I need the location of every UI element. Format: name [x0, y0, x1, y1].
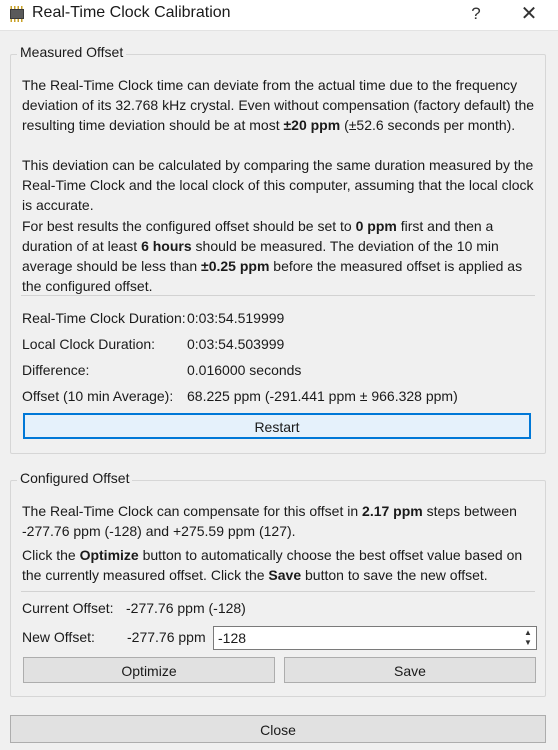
configured-paragraph-2: Click the Optimize button to automatically choose the best offset value based on the currently measured offset. Click the Save button to save the new offset.: [22, 547, 523, 583]
spin-down-icon[interactable]: ▼: [524, 638, 532, 647]
local-duration-value: 0:03:54.503999: [187, 336, 285, 352]
window-title: Real-Time Clock Calibration: [32, 4, 231, 21]
new-offset-value[interactable]: -128: [218, 630, 247, 646]
measured-separator: [21, 295, 535, 296]
save-button[interactable]: Save: [284, 657, 536, 683]
offset-average-value: 68.225 ppm (-291.441 ppm ± 966.328 ppm): [187, 388, 458, 404]
configured-offset-group: [10, 470, 546, 697]
measured-paragraph-2: This deviation can be calculated by comparing the same duration measured by the Real-Time Clock and the local clock of this computer, assuming that the local clock is accurate.: [22, 157, 534, 213]
rtc-duration-value: 0:03:54.519999: [187, 310, 285, 326]
new-offset-ppm: -277.76 ppm: [127, 629, 206, 645]
close-button[interactable]: Close: [10, 715, 546, 743]
new-offset-spinbox[interactable]: [213, 626, 537, 650]
measured-offset-title: Measured Offset: [17, 44, 126, 60]
title-bar: [0, 0, 558, 31]
spin-up-icon[interactable]: ▲: [524, 628, 532, 637]
restart-button[interactable]: Restart: [23, 413, 531, 439]
measured-paragraph-1: The Real-Time Clock time can deviate from the actual time due to the frequency deviation of its 32.768 kHz crystal. Even without compensation (factory default) the resulting time deviation should be at most ±20 ppm (±52.6 seconds per month).: [22, 77, 535, 133]
measured-offset-group: [10, 44, 546, 454]
configured-paragraph-1: The Real-Time Clock can compensate for this offset in 2.17 ppm steps between -277.76 ppm (-128) and +275.59 ppm (127).: [22, 503, 517, 539]
window-close-button[interactable]: ✕: [520, 3, 538, 25]
spin-arrows: [521, 628, 535, 648]
difference-value: 0.016000 seconds: [187, 362, 302, 378]
local-duration-label: Local Clock Duration:: [22, 336, 156, 352]
configured-separator: [21, 591, 535, 592]
configured-offset-title: Configured Offset: [17, 470, 132, 486]
offset-average-label: Offset (10 min Average):: [22, 388, 174, 404]
current-offset-label: Current Offset:: [22, 600, 114, 616]
new-offset-label: New Offset:: [22, 629, 95, 645]
current-offset-value: -277.76 ppm (-128): [126, 600, 246, 616]
measured-paragraph-3: For best results the configured offset should be set to 0 ppm first and then a duration of at least 6 hours should be measured. The deviation of the 10 min average should be less than ±0.25 ppm before the measured offset is applied as the configured offset.: [22, 218, 523, 294]
help-button[interactable]: ?: [471, 4, 481, 23]
rtc-chip-icon: [7, 4, 27, 24]
difference-label: Difference:: [22, 362, 90, 378]
optimize-button[interactable]: Optimize: [23, 657, 275, 683]
rtc-duration-label: Real-Time Clock Duration:: [22, 310, 186, 326]
